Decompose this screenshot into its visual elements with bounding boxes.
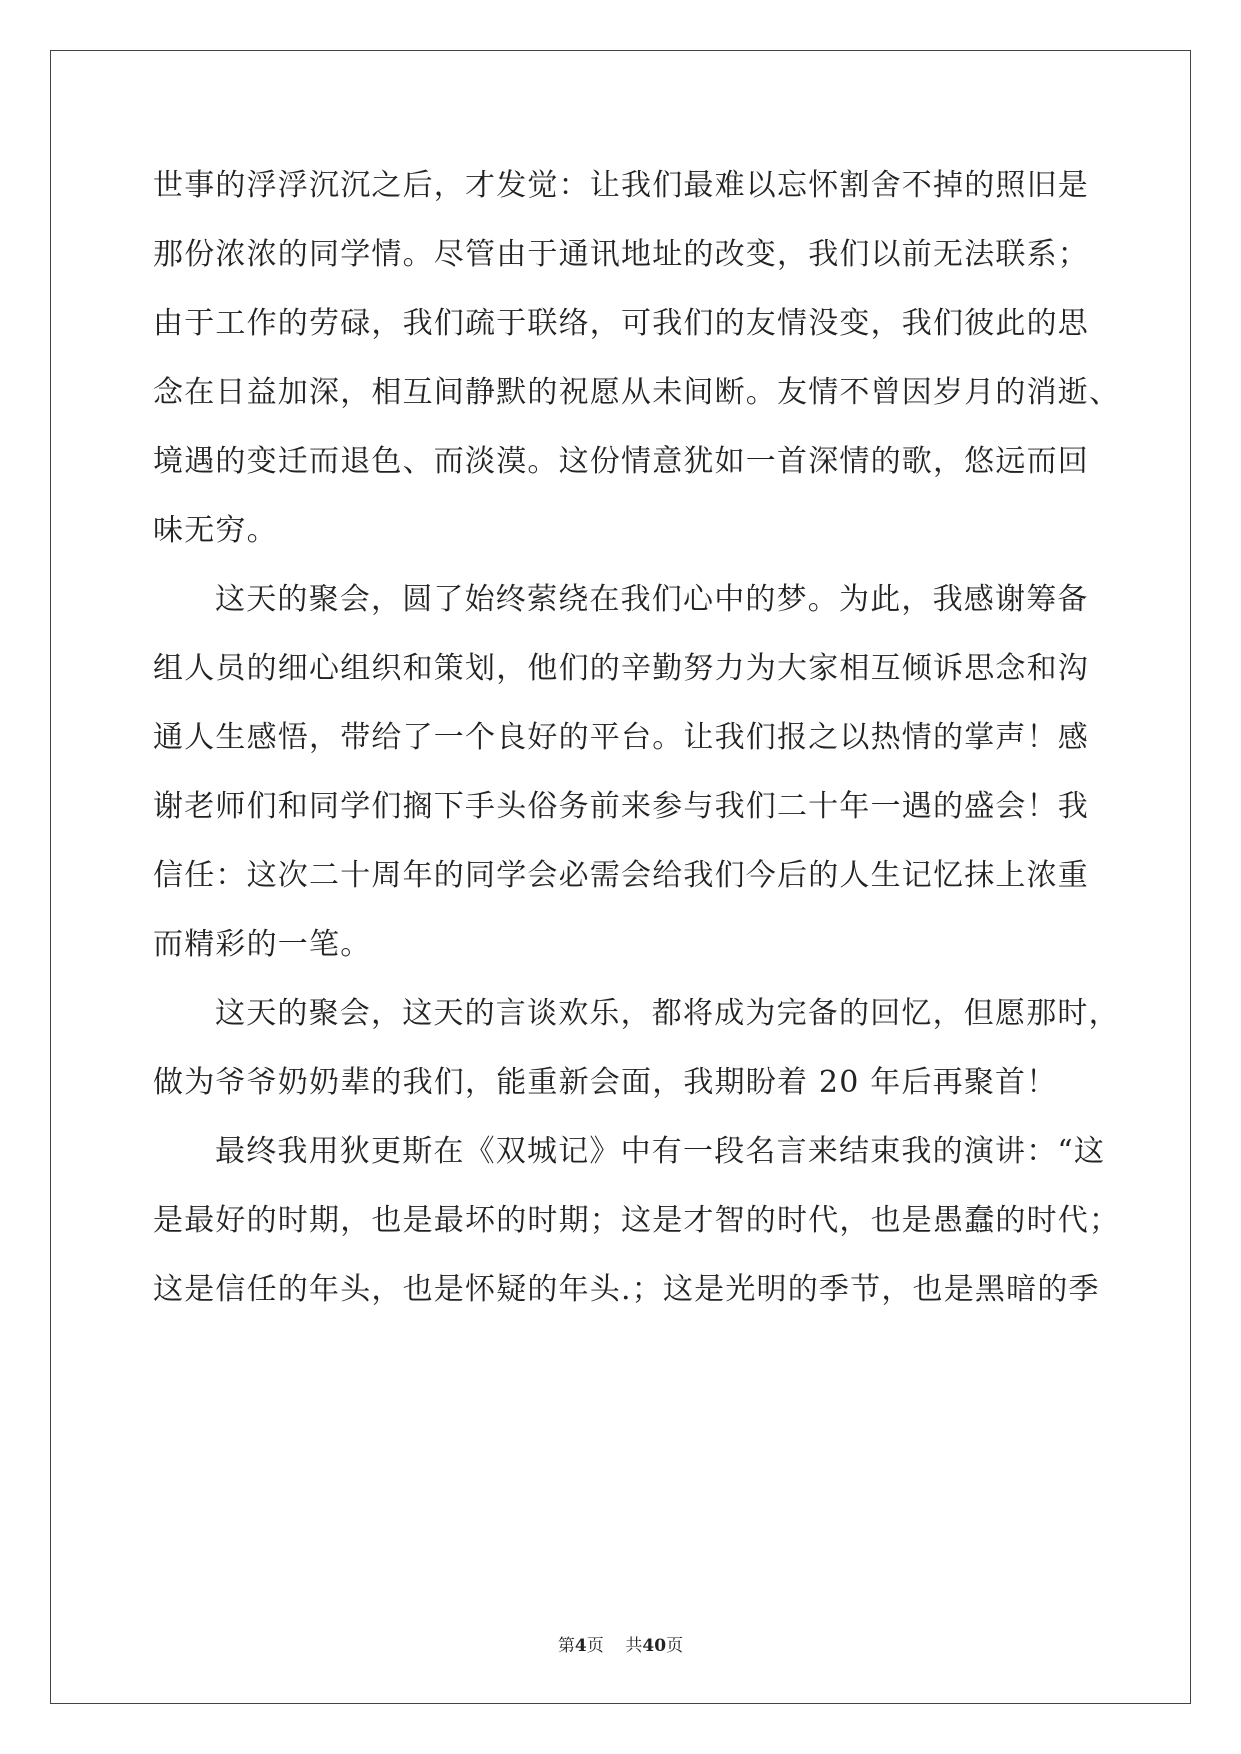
footer-prefix: 第 xyxy=(557,1636,575,1656)
text-line: 谢老师们和同学们搁下手头俗务前来参与我们二十年一遇的盛会！我 xyxy=(153,789,1089,824)
text-line: 那份浓浓的同学情。尽管由于通讯地址的改变，我们以前无法联系； xyxy=(153,237,1089,272)
text-line: 念在日益加深，相互间静默的祝愿从未间断。友情不曾因岁月的消逝、 xyxy=(153,375,1121,410)
text-line: 信任：这次二十周年的同学会必需会给我们今后的人生记忆抹上浓重 xyxy=(153,858,1089,893)
paragraph-first-line: 这天的聚会，这天的言谈欢乐，都将成为完备的回忆，但愿那时， xyxy=(215,996,1120,1031)
paragraph-first-line: 这天的聚会，圆了始终萦绕在我们心中的梦。为此，我感谢筹备 xyxy=(215,582,1089,617)
page-footer xyxy=(0,1631,1241,1656)
paragraph-first-line: 最终我用狄更斯在《双城记》中有一段名言来结束我的演讲：“这 xyxy=(215,1134,1106,1169)
text-line: 做为爷爷奶奶辈的我们，能重新会面，我期盼着 20 年后再聚首！ xyxy=(153,1065,1058,1100)
text-line: 味无穷。 xyxy=(153,513,278,548)
footer-middle: 页 共 xyxy=(586,1636,643,1656)
text-line: 这是信任的年头，也是怀疑的年头.；这是光明的季节，也是黑暗的季 xyxy=(153,1272,1100,1307)
footer-total-pages: 40 xyxy=(642,1636,667,1656)
text-line: 通人生感悟，带给了一个良好的平台。让我们报之以热情的掌声！感 xyxy=(153,720,1089,755)
text-line: 是最好的时期，也是最坏的时期；这是才智的时代，也是愚蠢的时代； xyxy=(153,1203,1121,1238)
text-line: 而精彩的一笔。 xyxy=(153,927,372,962)
text-line: 世事的浮浮沉沉之后，才发觉：让我们最难以忘怀割舍不掉的照旧是 xyxy=(153,168,1089,203)
text-line: 境遇的变迁而退色、而淡漠。这份情意犹如一首深情的歌，悠远而回 xyxy=(153,444,1089,479)
footer-page-number: 4 xyxy=(574,1636,587,1656)
footer-suffix: 页 xyxy=(666,1636,684,1656)
text-line: 由于工作的劳碌，我们疏于联络，可我们的友情没变，我们彼此的思 xyxy=(153,306,1089,341)
text-line: 组人员的细心组织和策划，他们的辛勤努力为大家相互倾诉思念和沟 xyxy=(153,651,1089,686)
